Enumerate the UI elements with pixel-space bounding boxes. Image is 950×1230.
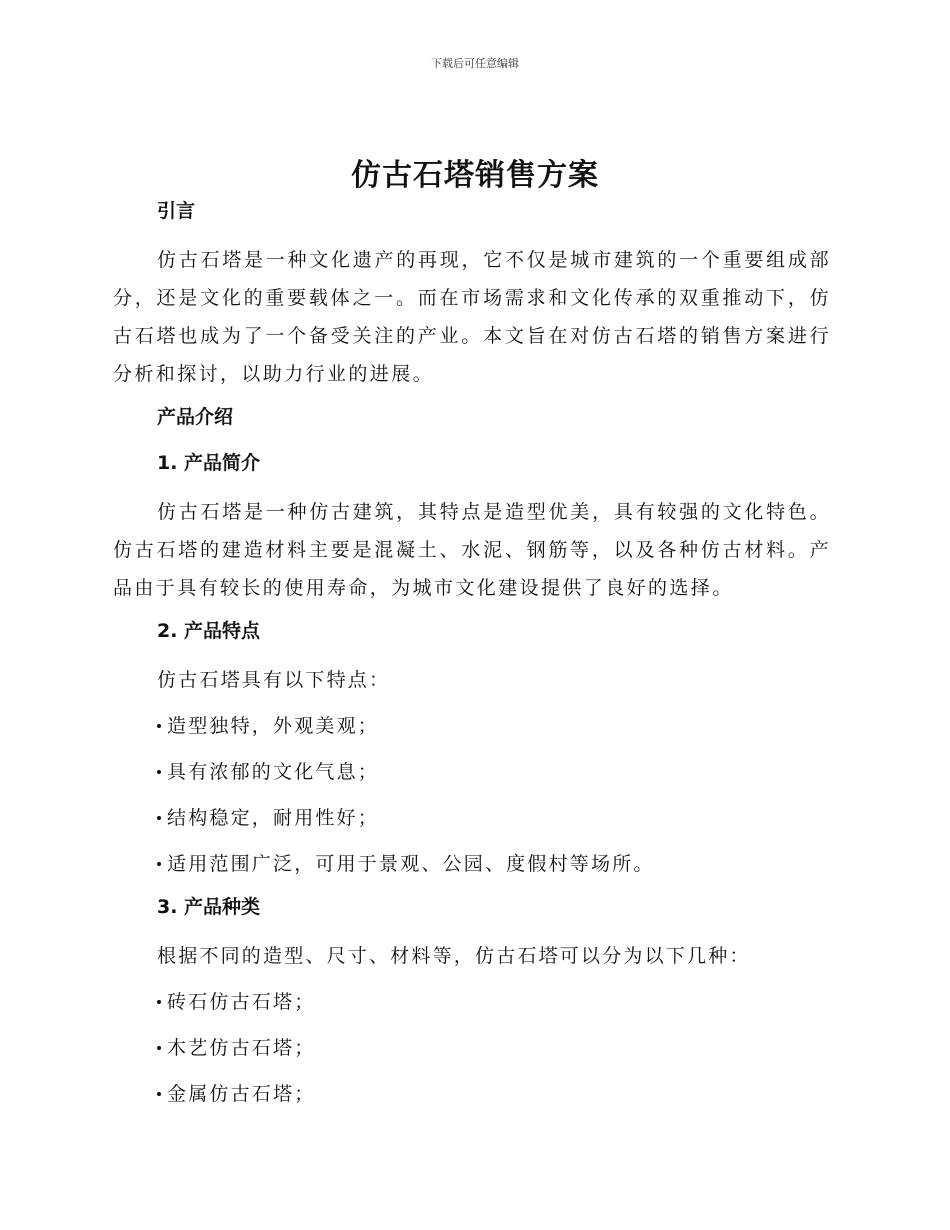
list-item (157, 799, 831, 837)
list-item (157, 1075, 831, 1113)
subsection-heading-types: 3. 产品种类 (157, 896, 261, 918)
list-item-text: 结构稳定，耐用性好； (167, 807, 380, 829)
section-heading-product: 产品介绍 (157, 406, 234, 428)
bullet-icon (157, 724, 161, 728)
list-item (157, 707, 831, 745)
types-lead: 根据不同的造型、尺寸、材料等，仿古石塔可以分为以下几种： (157, 945, 751, 967)
list-item-text: 金属仿古石塔； (167, 1083, 316, 1105)
list-item-text: 适用范围广泛，可用于景观、公园、度假村等场所。 (167, 853, 655, 875)
bullet-icon (157, 1092, 161, 1096)
list-item-text: 具有浓郁的文化气息； (167, 761, 380, 783)
overview-paragraph: 仿古石塔是一种仿古建筑，其特点是造型优美，具有较强的文化特色。仿古石塔的建造材料主要是混凝土、水泥、钢筋等，以及各种仿古材料。产品由于具有较长的使用寿命，为城市文化建设提供了良好的选择。 (113, 501, 831, 599)
features-lead: 仿古石塔具有以下特点： (157, 669, 391, 691)
subsection-heading-overview: 1. 产品简介 (157, 452, 261, 474)
list-item-text: 木艺仿古石塔； (167, 1037, 316, 1059)
bullet-icon (157, 862, 161, 866)
list-item (157, 1029, 831, 1067)
intro-paragraph: 仿古石塔是一种文化遗产的再现，它不仅是城市建筑的一个重要组成部分，还是文化的重要载体之一。而在市场需求和文化传承的双重推动下，仿古石塔也成为了一个备受关注的产业。本文旨在对仿古石塔的销售方案进行分析和探讨，以助力行业的进展。 (113, 249, 831, 385)
subsection-heading-features: 2. 产品特点 (157, 620, 261, 642)
list-item (157, 845, 831, 883)
list-item-text: 造型独特，外观美观； (167, 715, 380, 737)
list-item (157, 753, 831, 791)
list-item (157, 983, 831, 1021)
list-item-text: 砖石仿古石塔； (167, 991, 316, 1013)
bullet-icon (157, 1046, 161, 1050)
bullet-icon (157, 816, 161, 820)
header-note: 下载后可任意编辑 (431, 57, 519, 70)
bullet-icon (157, 1000, 161, 1004)
document-body (113, 195, 831, 1121)
document-title: 仿古石塔销售方案 (351, 158, 599, 193)
section-heading-intro: 引言 (157, 200, 196, 222)
bullet-icon (157, 770, 161, 774)
